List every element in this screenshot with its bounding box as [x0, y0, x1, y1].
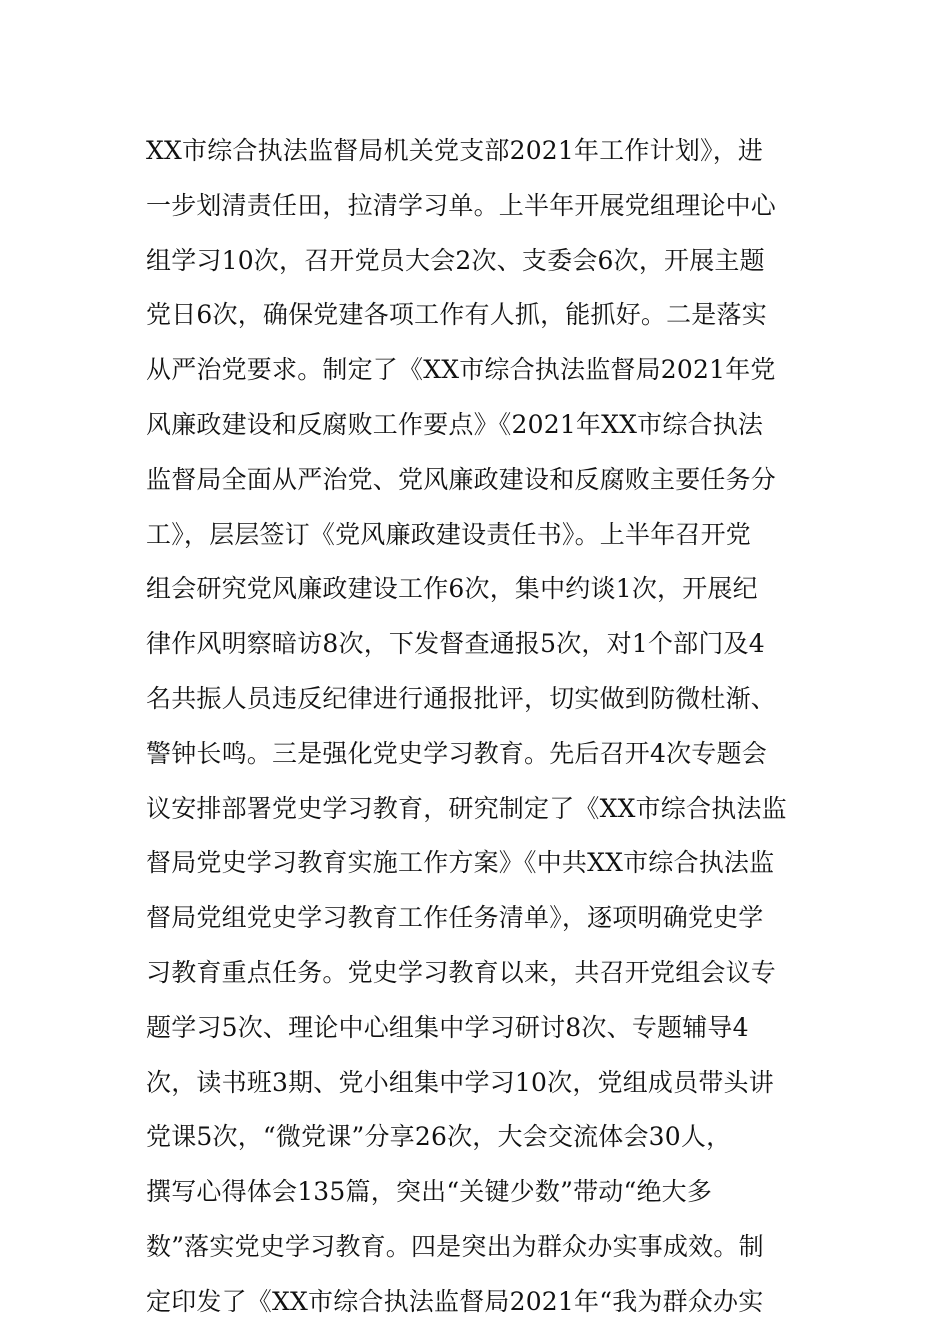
body-text [146, 124, 810, 1330]
text-line: 组会研究党风廉政建设工作6次，集中约谈1次，开展纪 [146, 574, 758, 604]
text-line: 议安排部署党史学习教育，研究制定了《XX市综合执法监 [146, 793, 787, 823]
text-line: 一步划清责任田，拉清学习单。上半年开展党组理论中心 [146, 190, 777, 220]
text-line: XX市综合执法监督局机关党支部2021年工作计划》，进 [146, 136, 764, 165]
text-line: 风廉政建设和反腐败工作要点》《2021年XX市综合执法 [146, 409, 764, 439]
text-line: 组学习10次，召开党员大会2次、支委会6次，开展主题 [146, 245, 765, 275]
text-line: 警钟长鸣。三是强化党史学习教育。先后召开4次专题会 [146, 738, 767, 768]
text-line: 习教育重点任务。党史学习教育以来，共召开党组会议专 [146, 957, 777, 987]
text-line: 党课5次，“微党课”分享26次，大会交流体会30人， [146, 1122, 732, 1152]
text-line: 律作风明察暗访8次，下发督查通报5次，对1个部门及4 [146, 629, 765, 659]
text-line: 从严治党要求。制定了《XX市综合执法监督局2021年党 [146, 355, 776, 385]
text-line: 题学习5次、理论中心组集中学习研讨8次、专题辅导4 [146, 1012, 749, 1042]
text-line: 撰写心得体会135篇，突出“关键少数”带动“绝大多 [146, 1177, 713, 1207]
text-line: 定印发了《XX市综合执法监督局2021年“我为群众办实 [146, 1286, 764, 1316]
text-line: 党日6次，确保党建各项工作有人抓，能抓好。二是落实 [146, 300, 767, 330]
text-line: 监督局全面从严治党、党风廉政建设和反腐败主要任务分 [146, 464, 777, 494]
text-line: 次，读书班3期、党小组集中学习10次，党组成员带头讲 [146, 1067, 774, 1097]
text-line: 督局党史学习教育实施工作方案》《中共XX市综合执法监 [146, 848, 775, 878]
text-line: 数”落实党史学习教育。四是突出为群众办实事成效。制 [146, 1231, 764, 1261]
text-line: 名共振人员违反纪律进行通报批评，切实做到防微杜渐、 [146, 683, 777, 713]
text-line: 工》，层层签订《党风廉政建设责任书》。上半年召开党 [146, 519, 752, 549]
text-line: 督局党组党史学习教育工作任务清单》，逐项明确党史学 [146, 903, 764, 933]
